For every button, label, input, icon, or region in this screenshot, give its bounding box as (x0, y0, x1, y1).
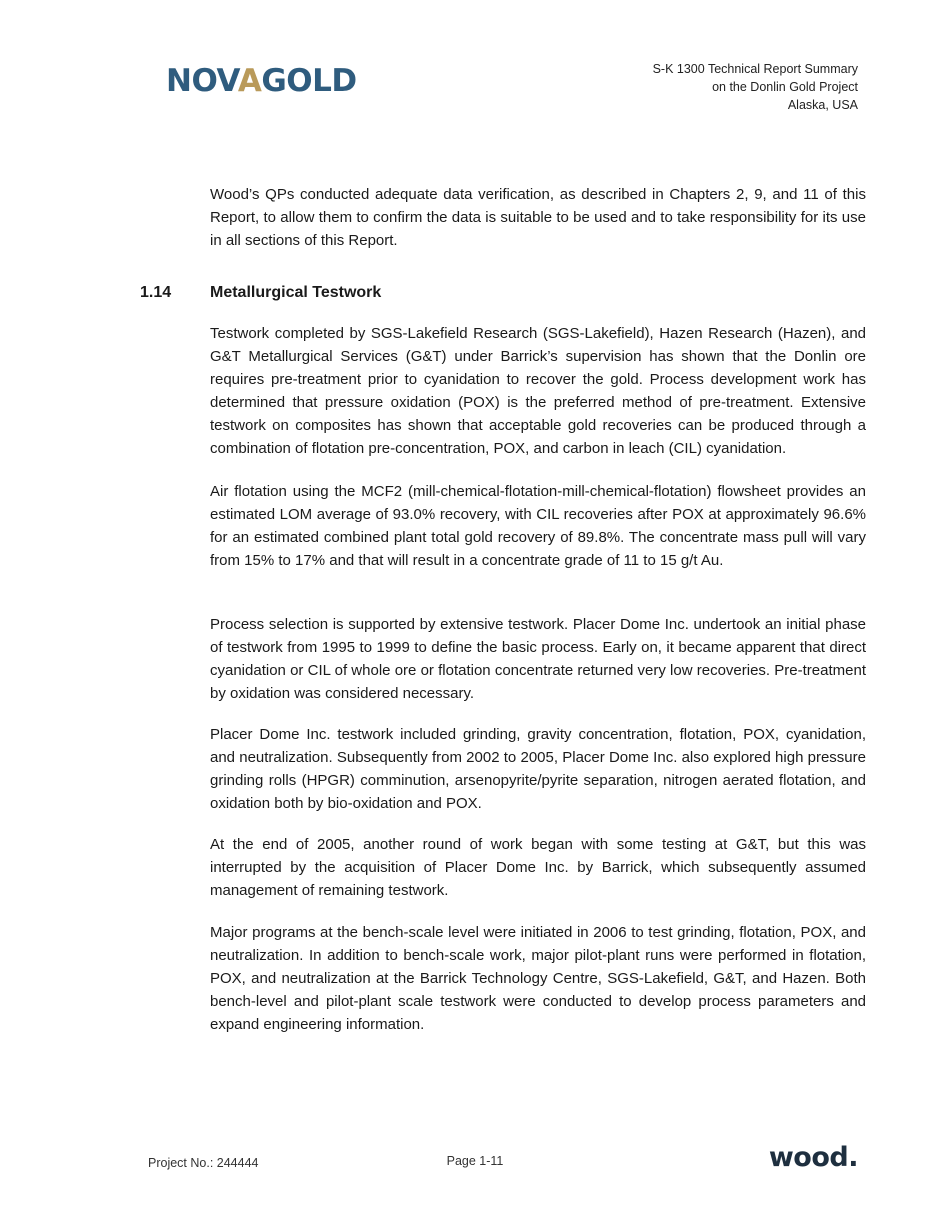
section-number: 1.14 (140, 284, 172, 301)
report-title-line: on the Donlin Gold Project (712, 80, 858, 94)
report-title-line: Alaska, USA (787, 98, 858, 112)
paragraph: Placer Dome Inc. testwork included grinding, gravity concentration, flotation, POX, cyanidation, and neutralization. Subsequently from 2002 to 2005, Placer Dome Inc. also explored high pressure grinding rolls (HPGR) comminution, arsenopyrite/pyrite separation, nitrogen aerated flotation, and oxidation both by bio-oxidation and POX. (210, 726, 866, 812)
page-number: Page 1-11 (446, 1154, 504, 1168)
report-header (653, 60, 858, 114)
paragraph: Air flotation using the MCF2 (mill-chemical-flotation-mill-chemical-flotation) flowsheet provides an estimated LOM average of 93.0% recovery, with CIL recoveries after POX at approximately 96.6% for an estimated combined plant total gold recovery of 89.8%. The concentrate mass pull will vary from 15% to 17% and that will result in a concentrate grade of 11 to 15 g/t Au. (210, 483, 866, 569)
wood-logo: wood. (768, 1142, 858, 1173)
paragraph: Testwork completed by SGS-Lakefield Research (SGS-Lakefield), Hazen Research (Hazen), and G&T Metallurgical Services (G&T) under Barrick’s supervision has shown that the Donlin ore requires pre-treatment prior to cyanidation to recover the gold. Process development work has determined that pressure oxidation (POX) is the preferred method of pre-treatment. Extensive testwork on composites has shown that acceptable gold recoveries can be produced through a combination of flotation pre-concentration, POX, and carbon in leach (CIL) cyanidation. (210, 325, 866, 457)
section-title: Metallurgical Testwork (210, 284, 382, 301)
paragraph: At the end of 2005, another round of work began with some testing at G&T, but this was interrupted by the acquisition of Placer Dome Inc. by Barrick, which subsequently assumed management of remaining testwork. (210, 836, 866, 899)
project-number: Project No.: 244444 (148, 1156, 259, 1170)
intro-paragraph: Wood’s QPs conducted adequate data verification, as described in Chapters 2, 9, and 11 of this Report, to allow them to confirm the data is suitable to be used and to take responsibility for its use in all sections of this Report. (210, 186, 866, 249)
paragraph: Major programs at the bench-scale level were initiated in 2006 to test grinding, flotation, POX, and neutralization. In addition to bench-scale work, major pilot-plant runs were performed in flotation, POX, and neutralization at the Barrick Technology Centre, SGS-Lakefield, G&T, and Hazen. Both bench-level and pilot-plant scale testwork were conducted to develop process parameters and expand engineering information. (210, 924, 866, 1033)
report-title-line: S-K 1300 Technical Report Summary (652, 62, 858, 76)
paragraph: Process selection is supported by extensive testwork. Placer Dome Inc. undertook an initial phase of testwork from 1995 to 1999 to define the basic process. Early on, it became apparent that direct cyanidation or CIL of whole ore or flotation concentrate returned very low recoveries. Pre-treatment by oxidation was considered necessary. (210, 616, 866, 702)
novagold-logo: NOVAGOLD (166, 63, 357, 99)
